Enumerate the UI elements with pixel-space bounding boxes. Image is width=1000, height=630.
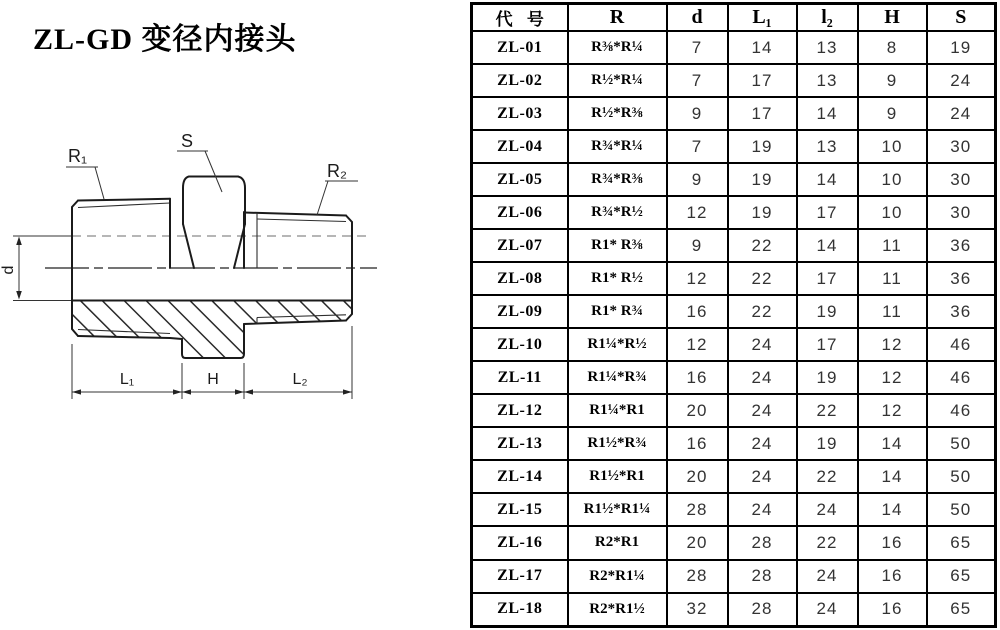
cell-value: 30 [927,163,996,196]
cell-value: R1* R½ [568,262,667,295]
cell-value: 19 [927,31,996,64]
table-row [472,196,996,229]
cell-code: ZL-07 [472,229,568,262]
cell-value: 22 [728,229,797,262]
page-title: ZL-GD 变径内接头 [33,23,297,56]
cell-value: 17 [797,262,858,295]
cell-value: 22 [797,460,858,493]
cell-value: 14 [797,97,858,130]
cell-code: ZL-09 [472,295,568,328]
cell-value: 28 [667,493,728,526]
cell-code: ZL-05 [472,163,568,196]
cell-value: 24 [797,560,858,593]
table-row [472,394,996,427]
cell-value: 46 [927,361,996,394]
col-header-4: l₂ [797,4,858,32]
cell-value: 12 [858,394,927,427]
cell-value: 14 [797,163,858,196]
cell-value: R¾*R⅜ [568,163,667,196]
cell-value: 10 [858,130,927,163]
label-r2: R₂ [327,161,347,181]
cell-value: 50 [927,493,996,526]
table-row [472,64,996,97]
cell-value: 32 [667,593,728,627]
cell-value: 36 [927,295,996,328]
cell-value: 10 [858,196,927,229]
cell-code: ZL-13 [472,427,568,460]
cell-value: 24 [797,493,858,526]
spec-table-body [472,31,996,627]
cell-value: 7 [667,64,728,97]
cell-value: R1¼*R1 [568,394,667,427]
table-row [472,460,996,493]
cell-value: 8 [858,31,927,64]
cell-value: 24 [728,361,797,394]
cell-value: R1¼*R¾ [568,361,667,394]
cell-value: 36 [927,262,996,295]
cell-value: 11 [858,262,927,295]
cell-value: 24 [797,593,858,627]
label-l1: L₁ [119,371,135,388]
cell-value: R1* R⅜ [568,229,667,262]
cell-value: 14 [858,460,927,493]
cell-value: 28 [728,560,797,593]
table-row [472,295,996,328]
cell-value: 22 [797,394,858,427]
cell-value: 46 [927,394,996,427]
label-s: S [181,131,194,151]
col-header-6: S [927,4,996,32]
cell-code: ZL-17 [472,560,568,593]
cell-value: 16 [858,526,927,559]
cell-value: 24 [728,394,797,427]
cell-value: 11 [858,229,927,262]
cell-value: 36 [927,229,996,262]
cell-value: 19 [728,196,797,229]
cell-value: 20 [667,460,728,493]
cell-value: 7 [667,31,728,64]
cell-value: 17 [797,328,858,361]
cell-code: ZL-02 [472,64,568,97]
cell-value: R1* R¾ [568,295,667,328]
cell-value: 24 [927,97,996,130]
cell-value: 28 [728,526,797,559]
leader-r1 [66,146,104,199]
cell-value: R2*R1¼ [568,560,667,593]
col-header-5: H [858,4,927,32]
table-row [472,262,996,295]
cell-value: R2*R1½ [568,593,667,627]
label-r1: R₁ [68,146,88,166]
cell-value: R1¼*R½ [568,328,667,361]
cell-value: 24 [728,427,797,460]
cell-value: 11 [858,295,927,328]
label-l2: L₂ [292,371,308,388]
cell-code: ZL-12 [472,394,568,427]
cell-value: 9 [667,97,728,130]
col-header-1: R [568,4,667,32]
cell-value: 9 [667,229,728,262]
spec-table-container [470,2,997,628]
cell-value: 10 [858,163,927,196]
cell-value: 14 [728,31,797,64]
cell-value: 19 [728,130,797,163]
cell-value: 24 [927,64,996,97]
label-h: H [207,371,219,388]
table-row [472,493,996,526]
cell-value: 65 [927,593,996,627]
cell-value: 19 [728,163,797,196]
cell-code: ZL-06 [472,196,568,229]
table-row [472,560,996,593]
cell-value: 9 [858,97,927,130]
cell-value: 46 [927,328,996,361]
cell-code: ZL-14 [472,460,568,493]
cell-value: 13 [797,31,858,64]
cell-value: 13 [797,64,858,97]
cell-value: 17 [728,64,797,97]
cell-value: 12 [667,262,728,295]
col-header-2: d [667,4,728,32]
table-row [472,97,996,130]
spec-table [470,2,997,628]
cell-value: 30 [927,196,996,229]
table-row [472,593,996,627]
cell-code: ZL-15 [472,493,568,526]
cell-code: ZL-04 [472,130,568,163]
cell-value: 16 [667,427,728,460]
cell-value: 16 [858,593,927,627]
cell-value: 65 [927,526,996,559]
cell-code: ZL-03 [472,97,568,130]
cell-value: R¾*R¼ [568,130,667,163]
cell-value: R2*R1 [568,526,667,559]
cell-value: 14 [858,493,927,526]
cell-value: 65 [927,560,996,593]
cell-value: 12 [858,328,927,361]
cell-value: 20 [667,526,728,559]
table-row [472,328,996,361]
cell-value: 30 [927,130,996,163]
cell-value: 28 [667,560,728,593]
cell-value: R1½*R1¼ [568,493,667,526]
cell-value: R¾*R½ [568,196,667,229]
cell-value: 16 [667,361,728,394]
cell-value: 9 [667,163,728,196]
cell-value: 19 [797,427,858,460]
table-row [472,526,996,559]
cell-value: R⅜*R¼ [568,31,667,64]
cell-value: 17 [728,97,797,130]
label-d: d [0,265,17,275]
cell-value: 22 [728,262,797,295]
cell-value: 22 [797,526,858,559]
cell-value: R1½*R1 [568,460,667,493]
cell-value: 14 [797,229,858,262]
table-row [472,130,996,163]
cell-code: ZL-16 [472,526,568,559]
col-header-3: L₁ [728,4,797,32]
dimension-d [0,237,22,300]
col-header-0: 代 号 [472,4,568,32]
cell-value: 13 [797,130,858,163]
leader-r2 [317,161,358,215]
cell-value: 12 [858,361,927,394]
cell-code: ZL-08 [472,262,568,295]
spec-header-row [472,4,996,32]
cell-code: ZL-10 [472,328,568,361]
cell-value: 9 [858,64,927,97]
cell-code: ZL-01 [472,31,568,64]
cell-value: 14 [858,427,927,460]
cell-value: 50 [927,460,996,493]
cell-code: ZL-18 [472,593,568,627]
cell-value: 12 [667,196,728,229]
cell-value: 12 [667,328,728,361]
cell-value: R1½*R¾ [568,427,667,460]
cell-value: R½*R¼ [568,64,667,97]
cell-value: 24 [728,460,797,493]
cell-value: 7 [667,130,728,163]
cell-value: 17 [797,196,858,229]
cell-value: 22 [728,295,797,328]
table-row [472,229,996,262]
table-row [472,361,996,394]
cell-value: 19 [797,361,858,394]
section-hatch [72,301,352,358]
cell-code: ZL-11 [472,361,568,394]
cell-value: R½*R⅜ [568,97,667,130]
cell-value: 28 [728,593,797,627]
table-row [472,427,996,460]
cell-value: 19 [797,295,858,328]
cell-value: 16 [858,560,927,593]
table-row [472,163,996,196]
cell-value: 24 [728,328,797,361]
cell-value: 50 [927,427,996,460]
technical-drawing [0,0,470,630]
cell-value: 16 [667,295,728,328]
cell-value: 24 [728,493,797,526]
cell-value: 20 [667,394,728,427]
table-row [472,31,996,64]
